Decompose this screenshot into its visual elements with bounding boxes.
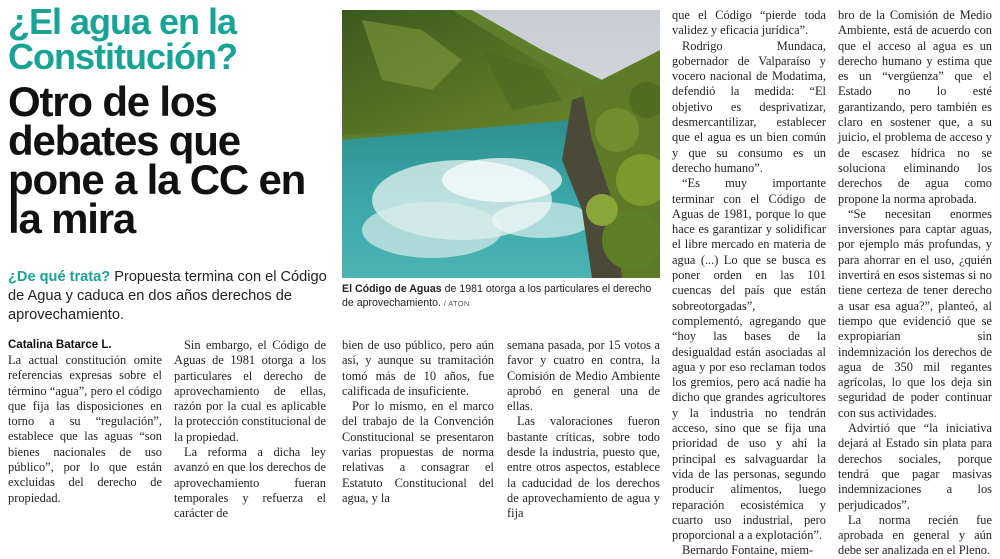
article-column-3 [342,338,494,506]
paragraph: bien de uso público, pero aún así, y aunque su tramitación tomó más de 10 años, fue calificada de insuficiente. [342,338,494,398]
article-column-1 [8,338,162,506]
summary-lead: ¿De qué trata? [8,269,111,285]
paragraph: bro de la Comisión de Medio Ambiente, está de acuerdo con que el acceso al agua es un derecho humano y estima que es un “vergüenza” que el Estado no lo esté garantizando, pero también es claro en sostener que, a su juicio, el problema de acceso y de escasez hídrica no se soluciona eliminando los derechos de agua como propone la norma aprobada. [838,8,992,206]
river-photo-icon [342,10,660,278]
photo-caption [342,282,660,311]
paragraph: que el Código “pierde toda validez y eficacia jurídica”. [672,8,826,38]
article-column-4 [507,338,660,522]
article-summary [8,268,338,325]
caption-text: de 1981 otorga a los particulares el derecho de aprovechamiento. [342,283,652,309]
article-headline: Otro de los debates que pone a la CC en la mira [8,78,306,242]
caption-bold: El Código de Aguas [342,283,442,295]
river-photo [342,10,660,278]
article-column-6 [838,8,992,559]
paragraph: La reforma a dicha ley avanzó en que los derechos de aprovechamiento fueran temporales y refuerza el carácter de [174,445,326,521]
paragraph: “Es muy importante terminar con el Código de Aguas de 1981, porque lo que hace es garantizar y solidificar el libre mercado en materia de agua (...) Lo que se busca es poner orden en las 101 cuencas del país que están sobreotorgadas”, complementó, agregando que “hoy las bases de la desigualdad están asociadas al agua y por eso reclaman todos los gremios, pero acá nadie ha dicho que grandes agricultores y la industria no tendrán acceso, sino que se fija una prioridad de uso y ahí la principal es salvaguardar la vida de las personas, segundo producir alimentos, luego reparación ecosistémica y cuarto uso industrial, pero proporcional a a explotación”. [672,176,826,543]
article-kicker: ¿El agua en la Constitución? [8,1,237,77]
summary-text: Propuesta termina con el Código de Agua y caduca en dos años derechos de aprovechamiento. [8,269,327,323]
byline: Catalina Batarce L. [8,339,112,351]
photo-credit: / ATON [443,299,470,308]
paragraph: Las valoraciones fueron bastante críticas, sobre todo desde la industria, puesto que, entre otros aspectos, establece la caducidad de los derechos de aprovechamiento de agua y fija [507,414,660,521]
article-column-2 [174,338,326,522]
paragraph: La actual constitución omite referencias expresas sobre el término “agua”, pero el código que fija las disposiciones en torno a su “regulación”, establece que las aguas “son bienes nacionales de uso público”, por lo que están excluidas del derecho de propiedad. [8,353,162,505]
paragraph: semana pasada, por 15 votos a favor y cuatro en contra, la Comisión de Medio Ambiente aprobó en general una de ellas. [507,338,660,414]
paragraph: Sin embargo, el Código de Aguas de 1981 otorga a los particulares el derecho de aprovechamiento de ellas, razón por la cual es aplicable la protección constitucional de la propiedad. [174,338,326,444]
paragraph: “Se necesitan enormes inversiones para captar aguas, por ejemplo más profundas, y para ahorrar en el uso, ¿quién invertirá en esos sistemas si no tiene certeza de tener derecho a usar esa agua?”, planteó, al tiempo que evidenció que se expropiarían sin indemnización los derechos de agua de 350 mil regantes agrícolas, lo que los deja sin seguridad de poder continuar con sus actividades. [838,206,992,420]
paragraph: La norma recién fue aprobada en general y aún debe ser analizada en el Pleno. [838,512,992,558]
paragraph: Bernardo Fontaine, miem- [682,543,814,558]
paragraph: Por lo mismo, en el marco del trabajo de la Convención Constitucional se presentaron varias propuestas de norma relativas a consagrar el Estatuto Constitucional del agua, y la [342,399,494,505]
article-column-5 [672,8,826,559]
paragraph: Rodrigo Mundaca, gobernador de Valparaíso y vocero nacional de Modatima, defendió la medida: “El objetivo es desprivatizar, desmercantilizar, establecer que el agua es un bien común y que su consumo es un derecho humano”. [672,38,826,175]
paragraph: Advirtió que “la iniciativa dejará al Estado sin plata para derechos sociales, porque tendrá que pagar masivas indemnizaciones a los perjudicados”. [838,421,992,512]
